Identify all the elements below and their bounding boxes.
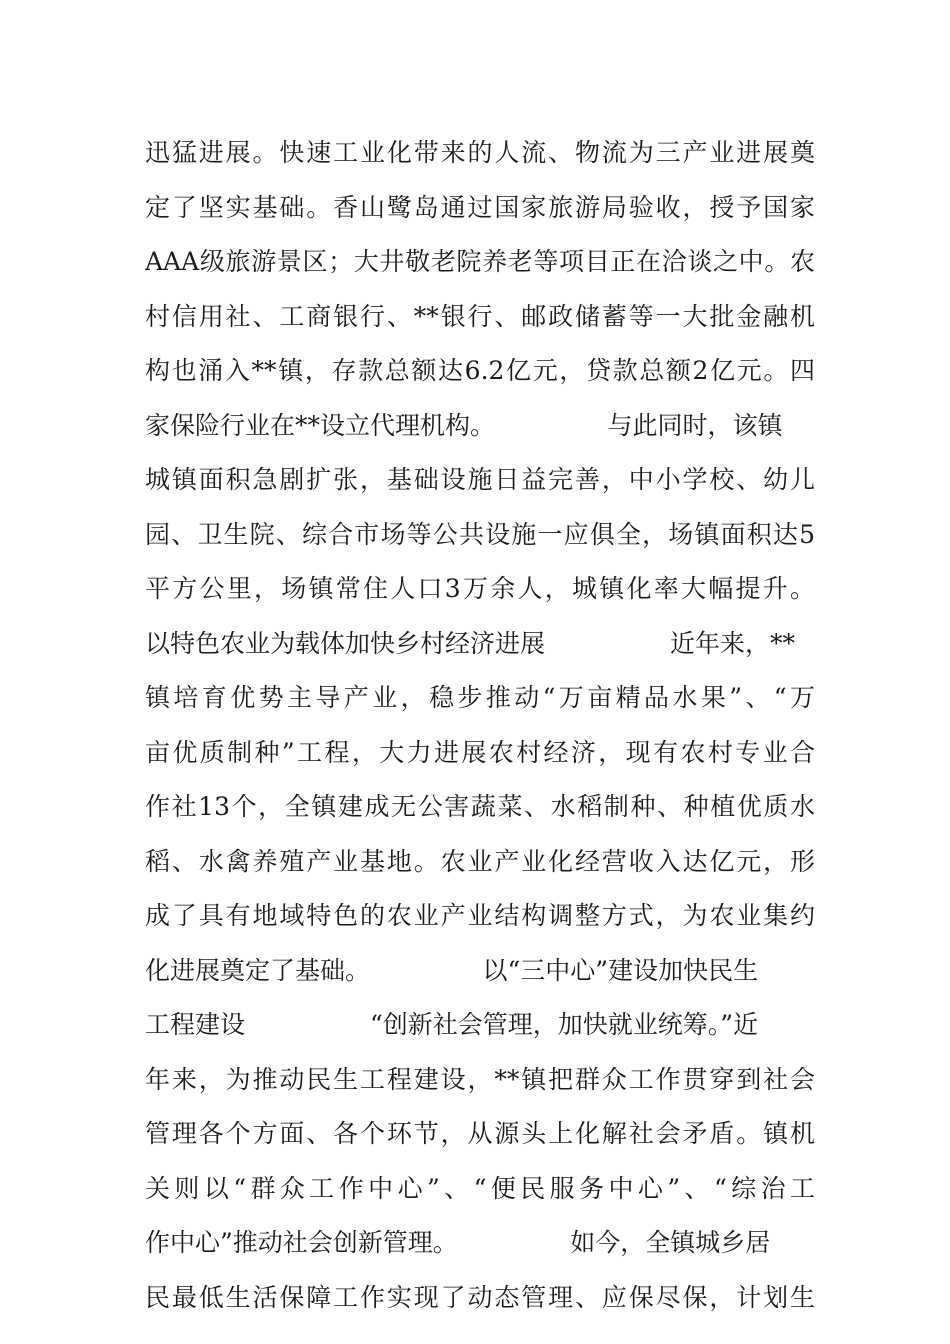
text-line: 作社13个，全镇建成无公害蔬菜、水稻制种、种植优质水 <box>145 792 815 821</box>
text-line: 稻、水禽养殖产业基地。农业产业化经营收入达亿元，形 <box>145 846 815 876</box>
text-line: 迅猛进展。快速工业化带来的人流、物流为三产业进展奠 <box>145 138 815 167</box>
text-line: 年来，为推动民生工程建设，**镇把群众工作贯穿到社会 <box>145 1064 815 1094</box>
text-line: 平方公里，场镇常住人口3万余人，城镇化率大幅提升。 <box>145 574 815 603</box>
text-line: 镇培育优势主导产业，稳步推动“万亩精品水果”、“万 <box>145 683 815 712</box>
text-line: 管理各个方面、各个环节，从源头上化解社会矛盾。镇机 <box>145 1119 815 1148</box>
text-line: 工程建设 “创新社会管理，加快就业统筹。”近 <box>145 1010 759 1039</box>
text-line: 园、卫生院、综合市场等公共设施一应俱全，场镇面积达5 <box>145 519 815 549</box>
text-line: 定了坚实基础。香山鹭岛通过国家旅游局验收，授予国家 <box>145 192 815 222</box>
text-line: 构也涌入**镇，存款总额达6.2亿元，贷款总额2亿元。四 <box>145 356 815 385</box>
text-line: 作中心”推动社会创新管理。 如今，全镇城乡居 <box>145 1228 771 1257</box>
text-line: 亩优质制种”工程，大力进展农村经济，现有农村专业合 <box>145 737 815 767</box>
text-line: 家保险行业在**设立代理机构。 与此同时，该镇 <box>145 410 783 440</box>
text-line: 关则以“群众工作中心”、“便民服务中心”、“综治工 <box>145 1173 815 1203</box>
text-line: 村信用社、工商银行、**银行、邮政储蓄等一大批金融机 <box>145 301 815 331</box>
text-line: 成了具有地域特色的农业产业结构调整方式，为农业集约 <box>145 901 815 930</box>
text-line: 民最低生活保障工作实现了动态管理、应保尽保，计划生 <box>145 1282 815 1312</box>
text-line: 化进展奠定了基础。 以“三中心”建设加快民生 <box>145 955 759 985</box>
body-text <box>145 126 815 1325</box>
text-line: AAA级旅游景区；大井敬老院养老等项目正在洽谈之中。农 <box>145 247 815 276</box>
text-line: 以特色农业为载体加快乡村经济进展 近年来，** <box>145 628 796 658</box>
text-line: 城镇面积急剧扩张，基础设施日益完善，中小学校、幼儿 <box>145 465 815 494</box>
